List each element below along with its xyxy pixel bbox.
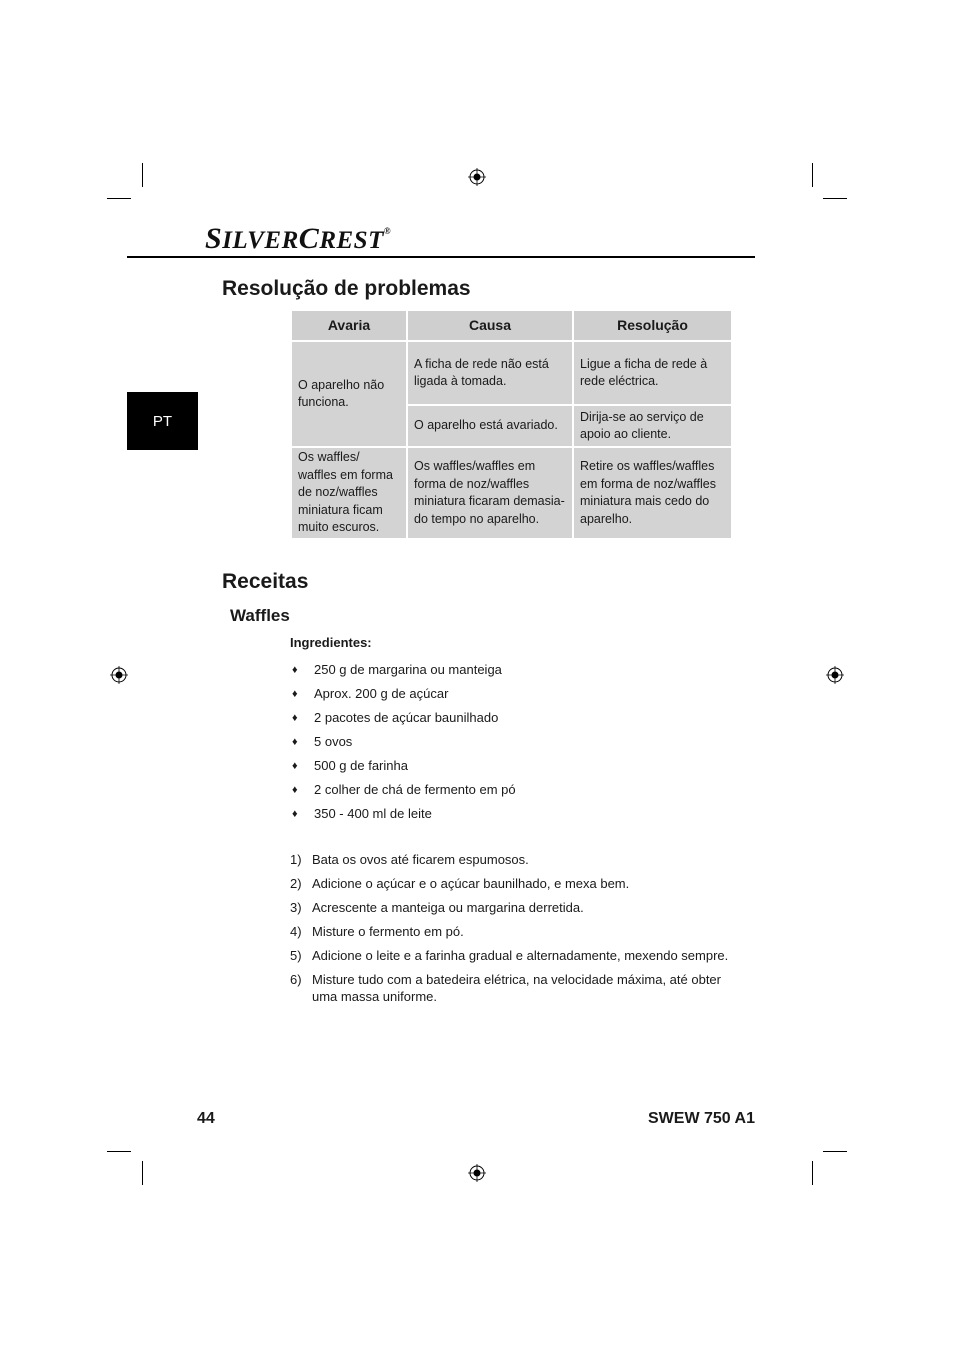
fault-cell: O aparelho não funciona.: [291, 341, 407, 447]
ingredient-text: 2 colher de chá de fermento em pó: [314, 782, 516, 797]
list-item: [290, 684, 516, 708]
list-item: [290, 660, 516, 684]
crop-mark: [823, 1151, 847, 1152]
crop-mark: [823, 198, 847, 199]
ingredient-text: Aprox. 200 g de açúcar: [314, 686, 449, 701]
header-rule: [127, 256, 755, 258]
ingredient-list: [290, 660, 516, 828]
ingredient-text: 500 g de farinha: [314, 758, 408, 773]
crop-mark: [812, 1161, 813, 1185]
list-item: [290, 875, 730, 892]
waffles-subtitle: Waffles: [230, 606, 290, 625]
solution-cell: Retire os waffles/waffles em forma de noz/waffles miniatura mais cedo do aparelho.: [573, 447, 732, 539]
ingredient-text: 250 g de margarina ou manteiga: [314, 662, 502, 677]
diamond-bullet-icon: ♦: [292, 760, 298, 772]
list-item: [290, 732, 516, 756]
diamond-bullet-icon: ♦: [292, 712, 298, 724]
brand-logo: [205, 222, 391, 256]
diamond-bullet-icon: ♦: [292, 808, 298, 820]
step-text: Acrescente a manteiga ou margarina derretida.: [312, 900, 584, 915]
brand-text: ILVER: [222, 227, 299, 254]
registration-mark-icon: [468, 168, 486, 186]
list-item: [290, 804, 516, 828]
cause-cell: A ficha de rede não está ligada à tomada.: [407, 341, 573, 405]
diamond-bullet-icon: ♦: [292, 664, 298, 676]
page-number: 44: [197, 1110, 215, 1127]
crop-mark: [142, 1161, 143, 1185]
step-text: Misture tudo com a batedeira elétrica, na velocidade máxima, até obter uma massa uniforme.: [312, 972, 721, 1004]
table-row: [291, 341, 732, 405]
step-number: 6): [290, 972, 302, 987]
registration-mark-icon: [826, 666, 844, 684]
list-item: [290, 947, 730, 964]
troubleshooting-table: [290, 309, 733, 540]
cause-cell: O aparelho está avariado.: [407, 405, 573, 447]
solution-cell: Ligue a ficha de rede à rede eléctrica.: [573, 341, 732, 405]
list-item: [290, 756, 516, 780]
crop-mark: [142, 163, 143, 187]
step-number: 5): [290, 948, 302, 963]
ingredient-text: 5 ovos: [314, 734, 353, 749]
troubleshooting-title: Resolução de problemas: [222, 277, 471, 300]
ingredients-title: Ingredientes:: [290, 635, 372, 650]
table-header-row: [291, 310, 732, 341]
list-item: [290, 923, 730, 940]
registration-mark-icon: [468, 1164, 486, 1182]
diamond-bullet-icon: ♦: [292, 688, 298, 700]
step-text: Misture o fermento em pó.: [312, 924, 464, 939]
registered-mark: ®: [383, 226, 392, 236]
column-header-solution: Resolução: [573, 310, 732, 341]
list-item: [290, 971, 730, 1005]
ingredient-text: 2 pacotes de açúcar baunilhado: [314, 710, 499, 725]
brand-letter: C: [298, 222, 320, 255]
column-header-fault: Avaria: [291, 310, 407, 341]
registration-mark-icon: [110, 666, 128, 684]
step-text: Adicione o açúcar e o açúcar baunilhado, e mexa bem.: [312, 876, 630, 891]
step-number: 1): [290, 852, 302, 867]
language-tab-label: PT: [152, 412, 173, 430]
instruction-steps: [290, 851, 730, 1012]
list-item: [290, 708, 516, 732]
crop-mark: [107, 1151, 131, 1152]
list-item: [290, 899, 730, 916]
step-text: Bata os ovos até ficarem espumosos.: [312, 852, 529, 867]
solution-cell: Dirija-se ao serviço de apoio ao cliente.: [573, 405, 732, 447]
step-number: 2): [290, 876, 302, 891]
list-item: [290, 851, 730, 868]
step-text: Adicione o leite e a farinha gradual e alternadamente, mexendo sempre.: [312, 948, 729, 963]
brand-text: REST: [319, 227, 384, 254]
step-number: 4): [290, 924, 302, 939]
table-row: [291, 447, 732, 539]
ingredient-text: 350 - 400 ml de leite: [314, 806, 432, 821]
recipes-title: Receitas: [222, 570, 309, 593]
language-tab: [127, 392, 198, 450]
brand-letter: S: [205, 222, 223, 255]
list-item: [290, 780, 516, 804]
crop-mark: [107, 198, 131, 199]
model-number: SWEW 750 A1: [648, 1110, 755, 1127]
fault-cell: Os waffles/ waffles em forma de noz/waffles miniatura ficam muito escuros.: [291, 447, 407, 539]
diamond-bullet-icon: ♦: [292, 736, 298, 748]
diamond-bullet-icon: ♦: [292, 784, 298, 796]
column-header-cause: Causa: [407, 310, 573, 341]
cause-cell: Os waffles/waffles em forma de noz/waffles miniatura ficaram demasia- do tempo no aparelho.: [407, 447, 573, 539]
crop-mark: [812, 163, 813, 187]
step-number: 3): [290, 900, 302, 915]
